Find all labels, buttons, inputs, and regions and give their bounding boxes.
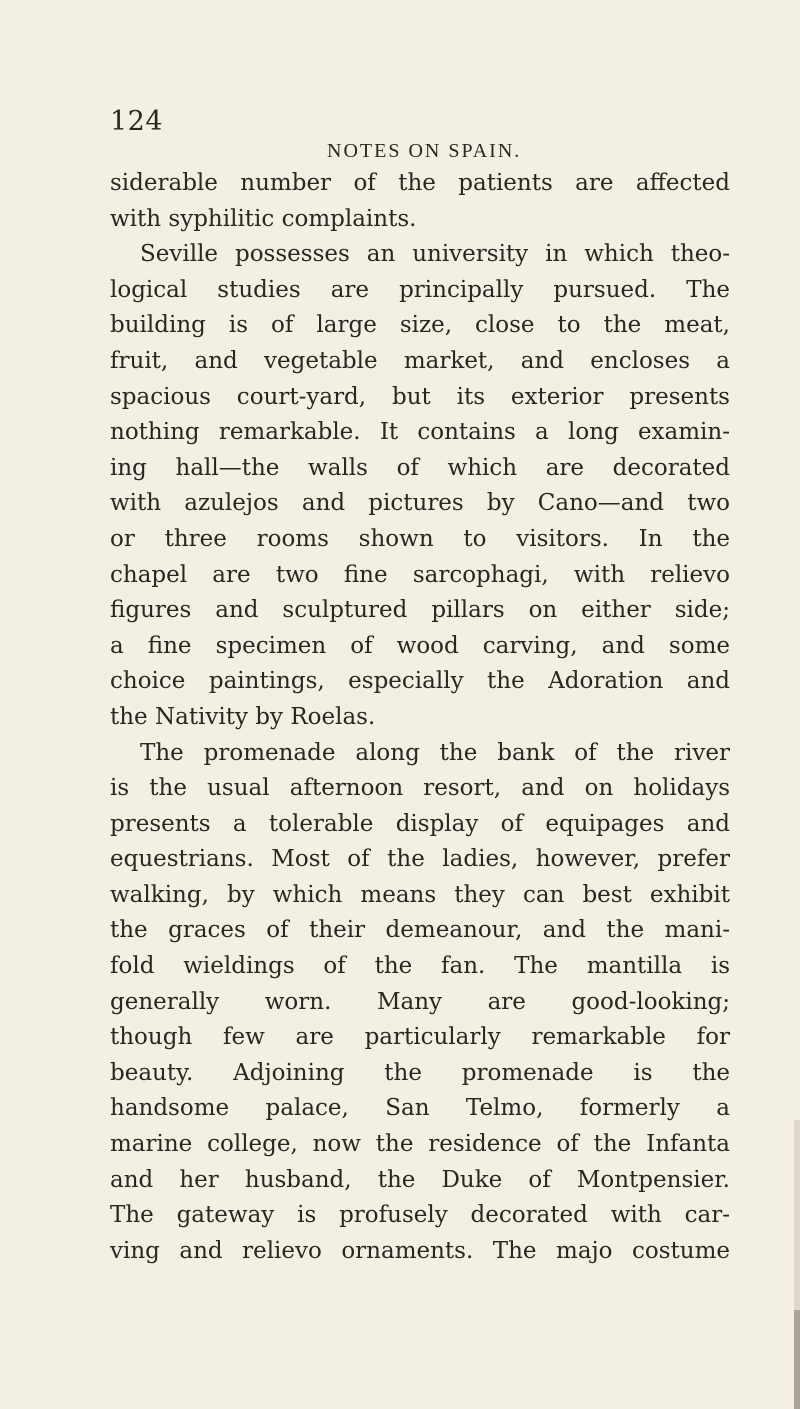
text-line: handsome palace, San Telmo, formerly a (110, 1095, 730, 1122)
text-line: though few are particularly remarkable for (110, 1024, 730, 1051)
text-line: with syphilitic complaints. (110, 205, 417, 232)
text-line: marine college, now the residence of the Infanta (110, 1131, 730, 1158)
text-line: building is of large size, close to the meat, (110, 312, 730, 339)
text-line: chapel are two fine sarcophagi, with relievo (110, 561, 730, 588)
text-line: the Nativity by Roelas. (110, 703, 376, 730)
text-line: fold wieldings of the fan. The mantilla is (110, 953, 730, 980)
text-line: presents a tolerable display of equipages and (110, 810, 730, 837)
body-text (110, 166, 730, 1269)
text-line: Seville possesses an university in which theo- (140, 241, 730, 268)
text-line: walking, by which means they can best exhibit (110, 881, 730, 908)
text-line: or three rooms shown to visitors. In the (110, 525, 730, 552)
text-line: fruit, and vegetable market, and encloses a (110, 347, 730, 374)
text-line: nothing remarkable. It contains a long examin- (110, 419, 730, 446)
text-line: with azulejos and pictures by Cano—and two (110, 490, 730, 517)
text-line: siderable number of the patients are affected (110, 170, 730, 196)
text-line: The promenade along the bank of the river (140, 739, 730, 766)
text-line: and her husband, the Duke of Montpensier. (110, 1166, 730, 1193)
text-line: The gateway is profusely decorated with car- (110, 1202, 730, 1229)
text-line: equestrians. Most of the ladies, however, prefer (110, 846, 730, 873)
text-line: the graces of their demeanour, and the mani- (110, 917, 730, 944)
page-number: 124 (110, 106, 164, 137)
text-line: a fine specimen of wood carving, and some (110, 632, 730, 659)
text-line: ing hall—the walls of which are decorated (110, 454, 730, 481)
text-line: figures and sculptured pillars on either side; (110, 597, 730, 624)
text-line: ving and relievo ornaments. The majo costume (110, 1237, 730, 1264)
page-edge-shadow (794, 1120, 800, 1310)
text-line: beauty. Adjoining the promenade is the (110, 1059, 730, 1086)
text-line: spacious court-yard, but its exterior presents (110, 383, 730, 410)
text-line: is the usual afternoon resort, and on holidays (110, 775, 730, 802)
running-title: NOTES ON SPAIN. (327, 140, 522, 162)
text-line: logical studies are principally pursued. The (110, 276, 730, 303)
text-line: choice paintings, especially the Adoration and (110, 668, 730, 695)
page-edge-shadow (794, 1310, 800, 1409)
text-line: generally worn. Many are good-looking; (110, 988, 730, 1015)
